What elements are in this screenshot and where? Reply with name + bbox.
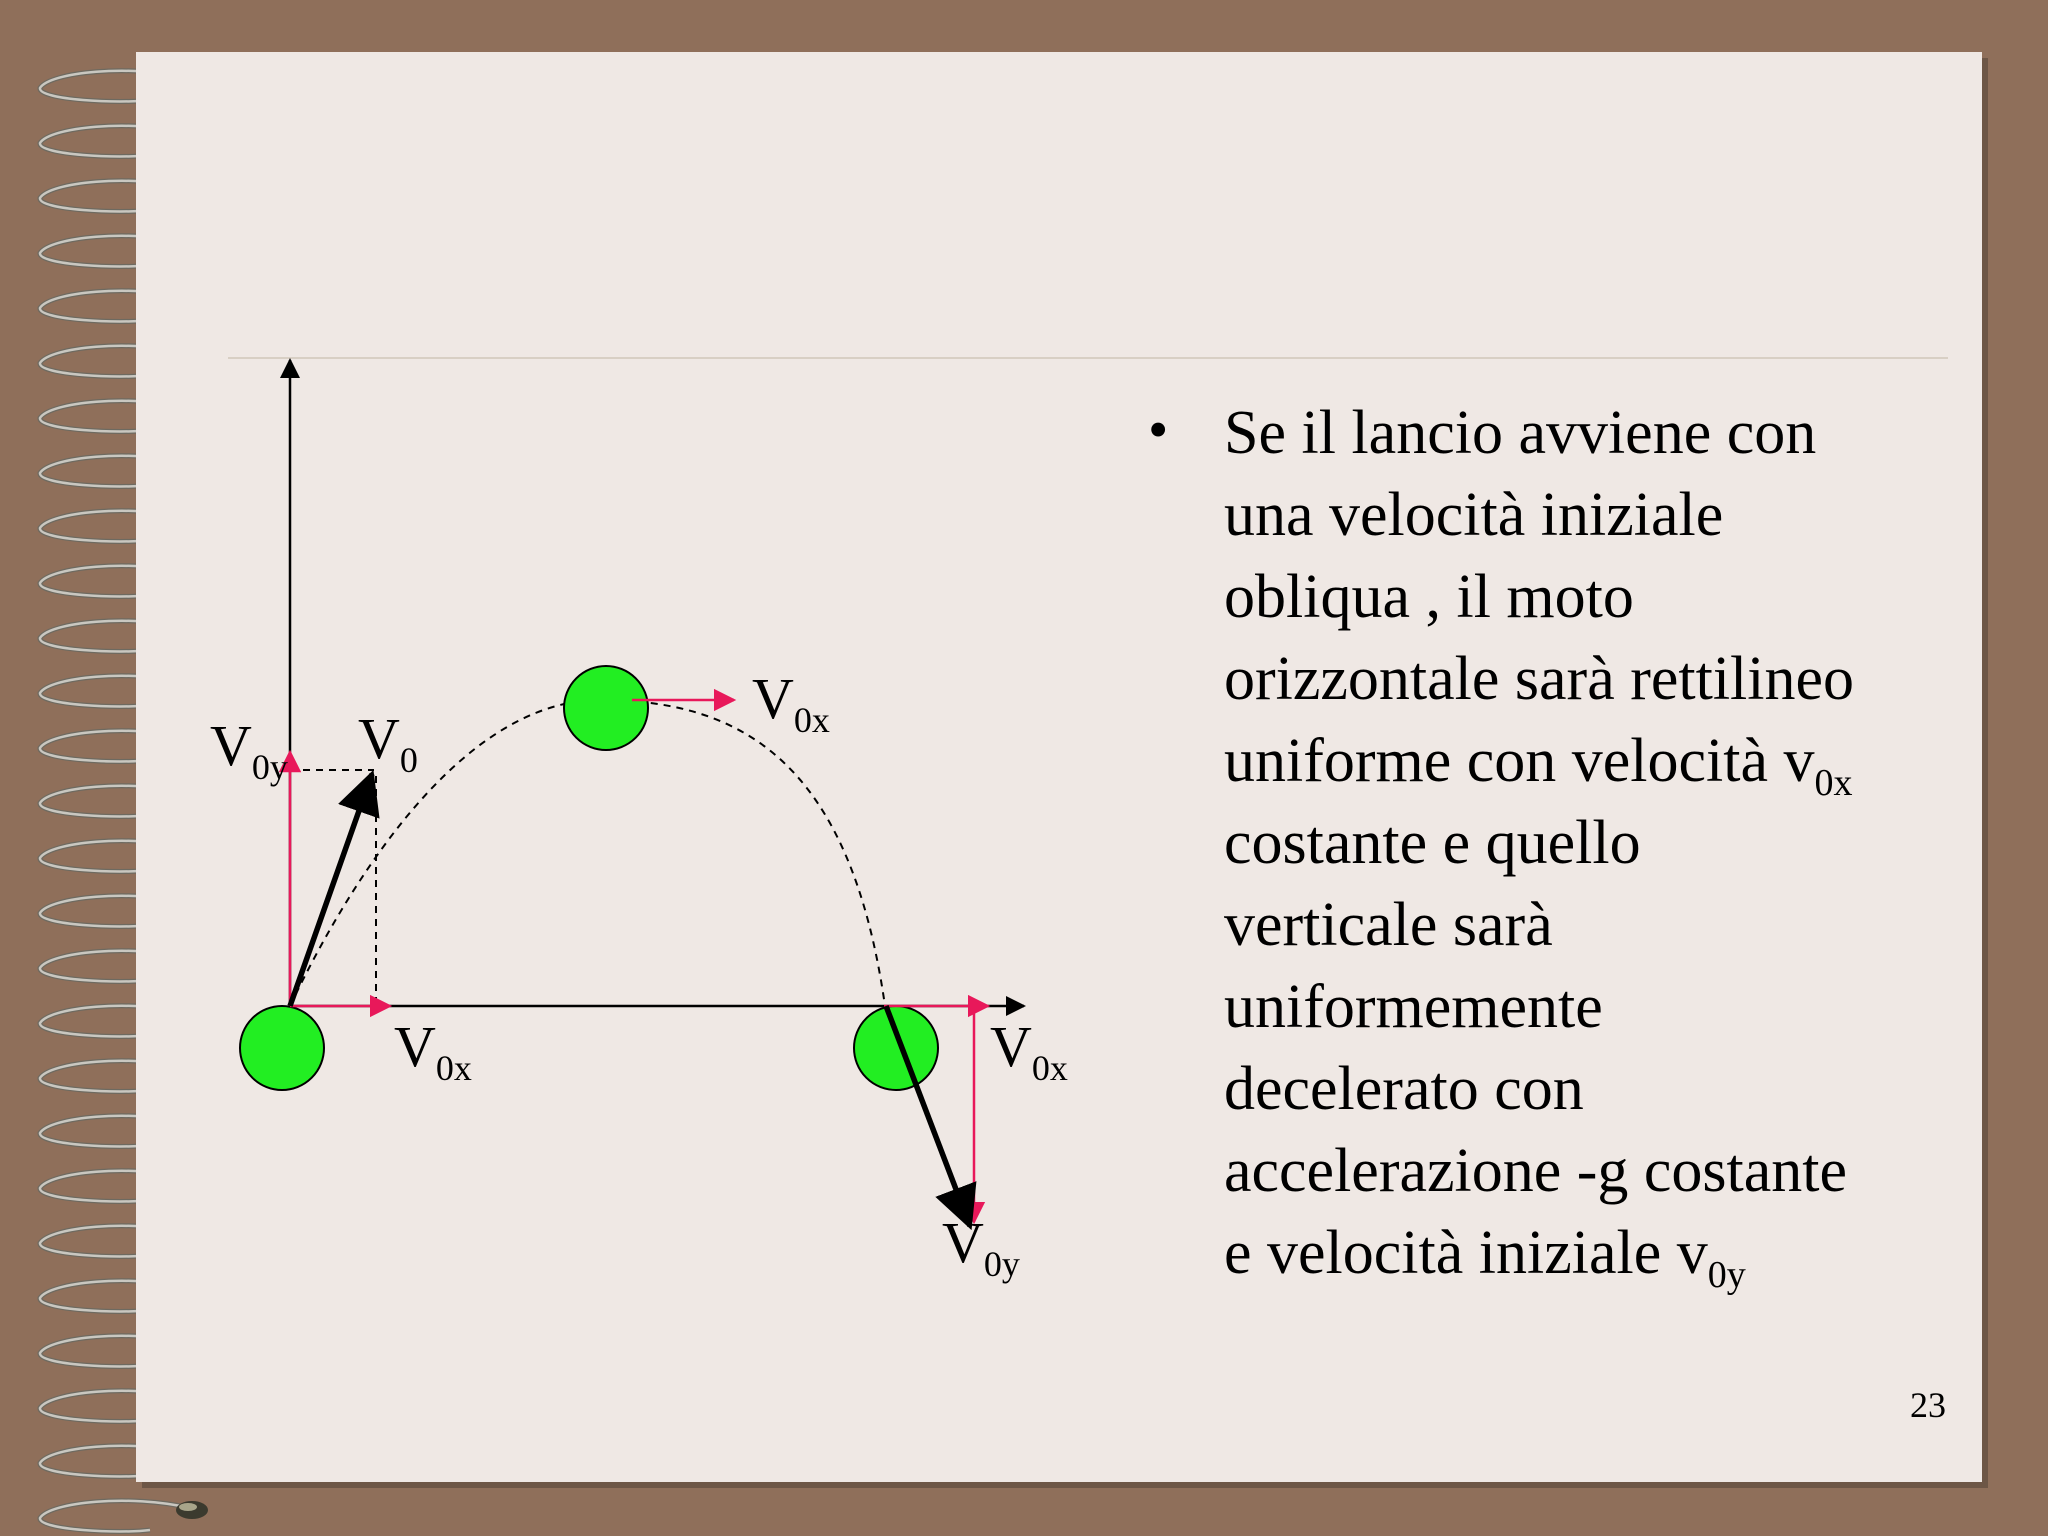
bullet-line: uniformemente xyxy=(1224,973,1603,1041)
bullet-line: accelerazione -g costante xyxy=(1224,1137,1848,1205)
bullet-line xyxy=(1224,720,1954,802)
label-v0x-end: V0x xyxy=(990,1014,1068,1088)
bullet-line: obliqua , il moto xyxy=(1224,563,1634,631)
bullet-line: verticale sarà xyxy=(1224,891,1553,959)
bullet-line-text: e velocità iniziale v xyxy=(1224,1219,1708,1287)
v0-vector xyxy=(290,774,372,1006)
bullet-line: decelerato con xyxy=(1224,1055,1584,1123)
ball-start xyxy=(240,1006,324,1090)
bullet-line xyxy=(1224,1212,1954,1294)
ball-end xyxy=(854,1006,938,1090)
subscript-0y: 0y xyxy=(1707,1254,1746,1296)
label-v0y-end: V0y xyxy=(942,1210,1020,1284)
subscript-0x: 0x xyxy=(1814,762,1853,804)
ball-apex xyxy=(564,666,648,750)
label-v0y-left: V0y xyxy=(210,713,288,787)
bullet-line: Se il lancio avviene con xyxy=(1224,399,1817,467)
page-number: 23 xyxy=(1910,1385,1946,1425)
bullet-text xyxy=(1224,392,1954,1294)
label-v0x-start: V0x xyxy=(394,1014,472,1088)
bullet-dot: • xyxy=(1148,397,1169,462)
bullet-line-text: uniforme con velocità v xyxy=(1224,727,1815,795)
bullet-line: costante e quello xyxy=(1224,809,1641,877)
bullet-line: una velocità iniziale xyxy=(1224,481,1724,549)
label-v0x-apex: V0x xyxy=(752,666,830,740)
label-v0: V0 xyxy=(358,706,418,780)
bullet-line: orizzontale sarà rettilineo xyxy=(1224,645,1855,713)
